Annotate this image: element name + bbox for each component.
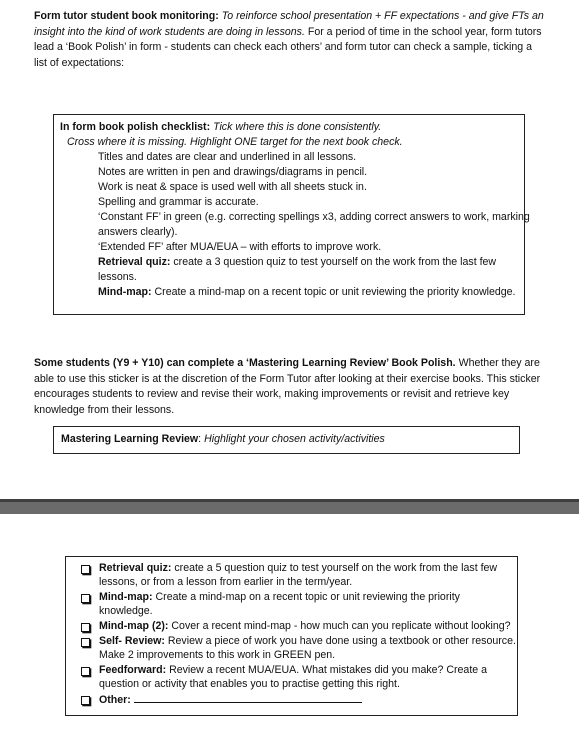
checklist-heading <box>60 120 381 136</box>
other-blank-line[interactable] <box>134 692 362 703</box>
checklist-item: Titles and dates are clear and underlined in all lessons. <box>98 151 357 163</box>
activity-text-cont: lessons, or from a lesson from earlier in the term/year. <box>99 576 353 588</box>
activity-text-cont: knowledge. <box>99 605 153 617</box>
activity-text: create a 5 question quiz to test yourself on the work from the last few <box>174 562 498 574</box>
checklist-instruction-1: Tick where this is done consistently. <box>213 121 382 133</box>
checklist-mind-map <box>98 285 515 301</box>
checkbox-icon[interactable] <box>81 638 90 647</box>
mastering-text: Whether they are able to use this sticker is at the discretion of the Form Tutor after looking at their exercise books. This sticker encourages students to review and revise their work, making improvements or revisit and retrieve key knowledge from their lessons. <box>34 357 541 416</box>
retrieval-quiz-label: Retrieval quiz: <box>98 256 171 268</box>
checklist-item: ‘Extended FF’ after MUA/EUA – with efforts to improve work. <box>98 241 382 253</box>
activity-text: Review a piece of work you have done using a textbook or other resource. <box>167 635 516 647</box>
mastering-box-title: Mastering Learning Review <box>61 433 199 445</box>
mastering-box-instruction: Highlight your chosen activity/activities <box>204 433 385 445</box>
checkbox-icon[interactable] <box>81 696 90 705</box>
retrieval-quiz-text-cont: lessons. <box>98 271 137 283</box>
mastering-paragraph <box>34 356 544 418</box>
activity-other <box>99 692 362 709</box>
activity-text: Create a mind-map on a recent topic or unit reviewing the priority <box>155 591 460 603</box>
checklist-item: Notes are written in pen and drawings/diagrams in pencil. <box>98 166 368 178</box>
checkbox-icon[interactable] <box>81 565 90 574</box>
activity-text: Review a recent MUA/EUA. What mistakes did you make? Create a <box>169 664 487 676</box>
activity-text-cont: Make 2 improvements to this work in GREEN pen. <box>99 649 336 661</box>
intro-text: For a period of time in the school year, form tutors lead a ‘Book Polish’ in form - students can check each others’ and form tutor can check a sample, ticking a list of expectations: <box>34 25 542 69</box>
checkbox-icon[interactable] <box>81 623 90 632</box>
checklist-item: answers clearly). <box>98 226 178 238</box>
mastering-box-label: Mastering Learning Review: Highlight your chosen activity/activities <box>61 433 385 445</box>
mind-map-text: Create a mind-map on a recent topic or unit reviewing the priority knowledge. <box>154 286 516 298</box>
checklist-item: Spelling and grammar is accurate. <box>98 196 259 208</box>
checkbox-icon[interactable] <box>81 594 90 603</box>
checklist-title: In form book polish checklist: <box>60 121 211 133</box>
intro-paragraph <box>34 9 544 71</box>
checklist-item: ‘Constant FF’ in green (e.g. correcting spellings x3, adding correct answers to work, marking <box>98 211 530 223</box>
divider-band <box>0 502 579 514</box>
checklist-instruction-2: Cross where it is missing. Highlight ONE target for the next book check. <box>67 136 403 148</box>
mastering-bold: Some students (Y9 + Y10) can complete a ‘Mastering Learning Review’ Book Polish. <box>34 357 456 369</box>
activity-label: Retrieval quiz: <box>99 562 172 574</box>
activity-label: Feedforward: <box>99 664 167 676</box>
activity-label: Mind-map (2): <box>99 620 169 632</box>
intro-italic: To reinforce school presentation + FF expectations - and give FTs an insight into the kind of work students are doing in lessons. <box>34 10 544 38</box>
retrieval-quiz-text: create a 3 question quiz to test yourself on the work from the last few <box>173 256 497 268</box>
activity-text: Cover a recent mind-map - how much can you replicate without looking? <box>171 620 511 632</box>
mind-map-label: Mind-map: <box>98 286 152 298</box>
activity-mind-map <box>99 590 460 606</box>
checkbox-icon[interactable] <box>81 667 90 676</box>
activity-label: Self- Review: <box>99 635 165 647</box>
intro-title: Form tutor student book monitoring: <box>34 10 219 22</box>
activity-label: Other: <box>99 694 131 706</box>
activity-label: Mind-map: <box>99 591 153 603</box>
checklist-item: Work is neat & space is used well with all sheets stuck in. <box>98 181 367 193</box>
activity-mind-map-2 <box>99 619 511 635</box>
checklist-retrieval-quiz <box>98 255 496 271</box>
activity-text-cont: question or activity that enables you to practise getting this right. <box>99 678 400 690</box>
